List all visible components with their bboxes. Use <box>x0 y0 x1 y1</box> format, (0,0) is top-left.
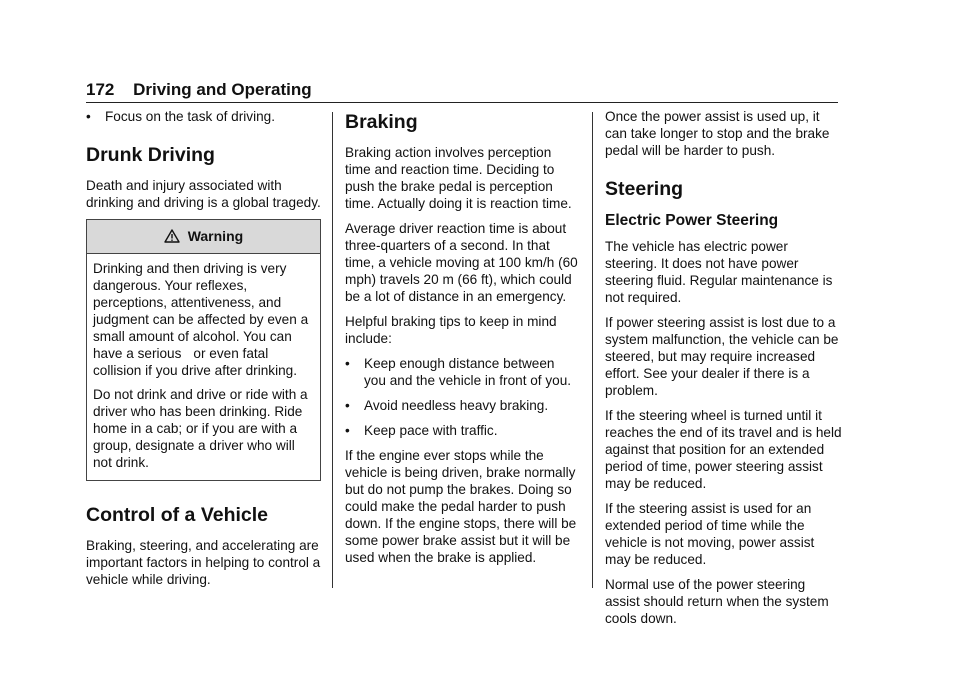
warning-title: Warning <box>187 228 244 244</box>
warning-box <box>86 219 321 481</box>
page-number: 172 <box>86 80 115 99</box>
braking-paragraph-1: Braking action involves perception time and reaction time. Deciding to push the brake pedal is perception time. Actually doing it is reaction time. <box>345 145 572 211</box>
section-title: Driving and Operating <box>133 80 312 99</box>
warning-body <box>87 254 320 480</box>
braking-paragraph-4: If the engine ever stops while the vehicle is being driven, brake normally but do not pump the brakes. Doing so could make the pedal harder to push down. If the engine stops, there will be some power brake assist but it will be used when the brake is applied. <box>345 448 577 565</box>
column-3 <box>605 108 843 635</box>
warning-text-part-2: or even fatal <box>193 346 269 361</box>
bullet-symbol: • <box>345 398 350 413</box>
steering-paragraph-1: The vehicle has electric power steering. It does not have power steering fluid. Regular maintenance is not required. <box>605 239 833 305</box>
warning-text-part-1: Drinking and then driving is very dangerous. Your reflexes, perceptions, attentiveness, and judgment can be affected by even a small amount of alcohol. You can have a serious <box>93 261 309 361</box>
list-item <box>345 422 580 439</box>
warning-paragraph-1 <box>93 260 314 379</box>
electric-power-steering-heading: Electric Power Steering <box>605 212 779 229</box>
column-divider-2 <box>592 112 593 588</box>
steering-paragraph-2: If power steering assist is lost due to a system malfunction, the vehicle can be steered, but may require increased effort. See your dealer if there is a problem. <box>605 315 839 398</box>
list-item <box>86 108 321 125</box>
control-of-vehicle-text: Braking, steering, and accelerating are important factors in helping to control a vehicle while driving. <box>86 538 321 587</box>
column-1 <box>86 108 321 596</box>
list-item <box>345 397 580 414</box>
power-assist-paragraph: Once the power assist is used up, it can take longer to stop and the brake pedal will be harder to push. <box>605 109 830 158</box>
steering-paragraph-5: Normal use of the power steering assist should return when the system cools down. <box>605 577 829 626</box>
drunk-driving-heading: Drunk Driving <box>86 144 215 166</box>
steering-paragraph-4: If the steering assist is used for an extended period of time while the vehicle is not moving, power assist may be reduced. <box>605 501 815 567</box>
control-of-vehicle-heading: Control of a Vehicle <box>86 504 269 526</box>
warning-text-part-3: collision if you drive after drinking. <box>93 363 297 378</box>
list-item <box>345 355 580 389</box>
braking-paragraph-2: Average driver reaction time is about three-quarters of a second. In that time, a vehicle moving at 100 km/h (60 mph) travels 20 m (66 ft), which could be a lot of distance in an emergency. <box>345 221 578 304</box>
bullet-text: Avoid needless heavy braking. <box>364 398 549 413</box>
bullet-text: Keep pace with traffic. <box>364 423 498 438</box>
braking-paragraph-3: Helpful braking tips to keep in mind include: <box>345 314 557 346</box>
column-divider-1 <box>332 112 333 588</box>
bullet-text: Focus on the task of driving. <box>105 109 276 124</box>
warning-paragraph-2: Do not drink and drive or ride with a driver who has been drinking. Ride home in a cab; or if you are with a group, designate a driver who will not drink. <box>93 387 308 470</box>
braking-heading: Braking <box>345 111 418 133</box>
drunk-driving-intro: Death and injury associated with drinking and driving is a global tragedy. <box>86 178 321 210</box>
page-header <box>86 80 838 103</box>
warning-header <box>87 220 320 254</box>
steering-paragraph-3: If the steering wheel is turned until it reaches the end of its travel and is held against that position for an extended period of time, power steering assist may be reduced. <box>605 408 842 491</box>
warning-triangle-icon <box>164 229 180 243</box>
bullet-symbol: • <box>345 423 350 438</box>
column-2 <box>345 108 580 574</box>
steering-heading: Steering <box>605 178 684 200</box>
bullet-symbol: • <box>86 109 91 124</box>
bullet-text: Keep enough distance between you and the vehicle in front of you. <box>364 356 572 388</box>
bullet-symbol: • <box>345 356 350 371</box>
